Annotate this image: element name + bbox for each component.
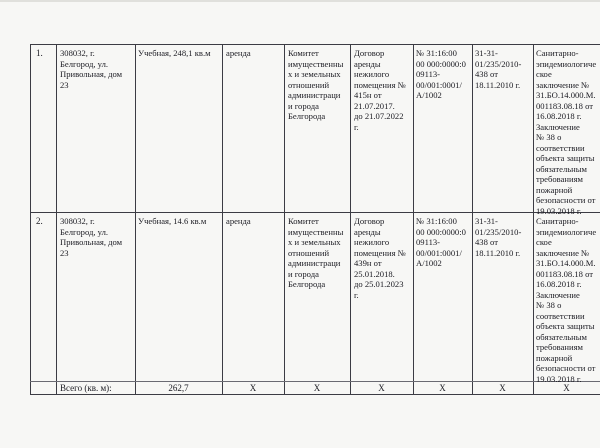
owner-cell: Комитет имущественны х и земельных отношений администраци и города Белгорода: [288, 216, 344, 289]
total-x-mark: X: [499, 383, 506, 393]
registration-record-cell: 31-31- 01/235/2010- 438 от 18.11.2010 г.: [475, 48, 522, 90]
total-x-mark: X: [313, 383, 321, 393]
table-row-divider: [30, 212, 600, 213]
cadastral-number-cell: № 31:16:00 00 000:0000:0 09113- 00/001:0001/ А/1002: [416, 48, 466, 100]
cadastral-number-cell: № 31:16:00 00 000:0000:0 09113- 00/001:0001/ А/1002: [416, 216, 466, 268]
conclusions-cell: Санитарно- эпидемиологиче ское заключение № 31.БО.14.000.М. 001183.08.18 от 16.08.2018 г. Заключение № 38 о соответствии объекта защиты обязательным требованиям пожарной безопасности от 19.03.2018 г.: [536, 48, 597, 216]
table-border-left: [30, 44, 31, 395]
total-x-mark: X: [249, 383, 257, 393]
table-border-top: [30, 44, 600, 45]
total-x-mark: X: [439, 383, 446, 393]
owner-cell: Комитет имущественны х и земельных отношений администраци и города Белгорода: [288, 48, 344, 121]
table-column-divider: [350, 44, 351, 395]
row-number: 1.: [36, 48, 43, 58]
table-column-divider: [533, 44, 534, 395]
table-column-divider: [472, 44, 473, 395]
table-column-divider: [56, 44, 57, 395]
table-row-divider: [30, 381, 600, 382]
total-label: Всего (кв. м):: [60, 383, 112, 393]
table-column-divider: [284, 44, 285, 395]
ownership-right-cell: аренда: [226, 216, 251, 226]
registration-record-cell: 31-31- 01/235/2010- 438 от 18.11.2010 г.: [475, 216, 522, 258]
row-number: 2.: [36, 216, 43, 226]
total-area-value: 262,7: [168, 383, 189, 393]
table-column-divider: [413, 44, 414, 395]
purpose-area-cell: Учебная, 248,1 кв.м: [138, 48, 211, 58]
table-column-divider: [222, 44, 223, 395]
ownership-right-cell: аренда: [226, 48, 251, 58]
address-cell: 308032, г. Белгород, ул. Привольная, дом 23: [60, 216, 123, 258]
conclusions-cell: Санитарно- эпидемиологиче ское заключение № 31.БО.14.000.М. 001183.08.18 от 16.08.2018 г. Заключение № 38 о соответствии объекта защиты обязательным требованиям пожарной безопасности от 19.03.2018 г.: [536, 216, 597, 384]
page-edge: [0, 0, 600, 2]
table-column-divider: [135, 44, 136, 395]
table-border-bottom: [30, 394, 600, 395]
document-cell: Договор аренды нежилого помещения № 415н от 21.07.2017. до 21.07.2022 г.: [354, 48, 406, 132]
purpose-area-cell: Учебная, 14.6 кв.м: [138, 216, 207, 226]
total-x-mark: X: [563, 383, 570, 393]
total-x-mark: X: [378, 383, 385, 393]
document-cell: Договор аренды нежилого помещения № 439н от 25.01.2018. до 25.01.2023 г.: [354, 216, 406, 300]
address-cell: 308032, г. Белгород, ул. Привольная, дом 23: [60, 48, 123, 90]
